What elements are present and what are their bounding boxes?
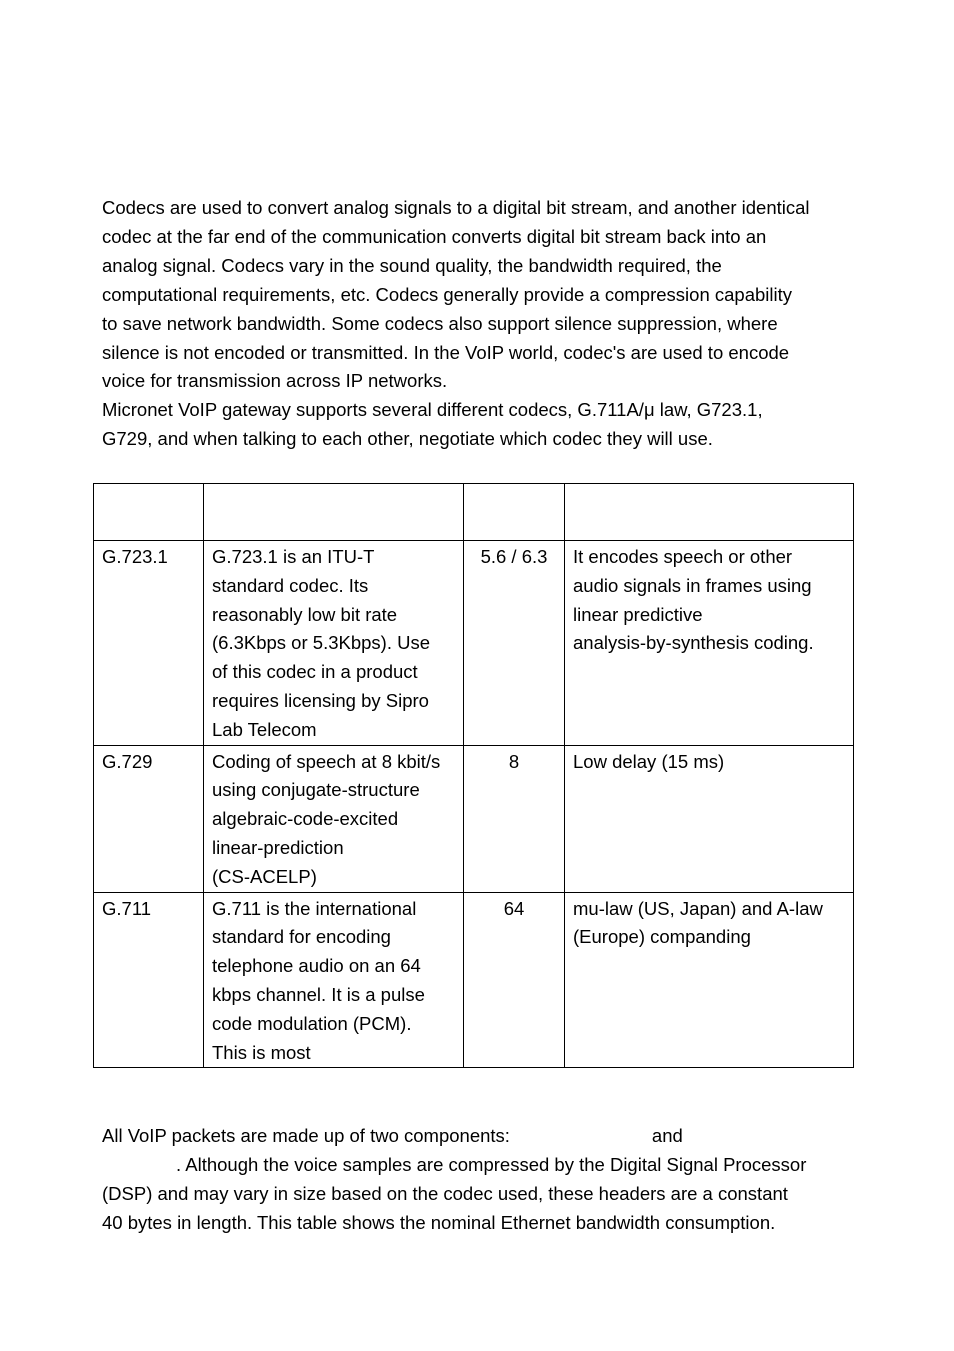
codec-name-cell: G.711 bbox=[94, 892, 204, 1068]
codec-notes-cell: mu-law (US, Japan) and A-law (Europe) companding bbox=[565, 892, 854, 1068]
table-row bbox=[94, 745, 854, 892]
codec-table bbox=[93, 483, 854, 1068]
table-header-row bbox=[94, 484, 854, 541]
codec-rate-cell: 5.6 / 6.3 bbox=[464, 541, 565, 746]
intro-line: analog signal. Codecs vary in the sound quality, the bandwidth required, the bbox=[102, 254, 722, 276]
codec-notes-cell: Low delay (15 ms) bbox=[565, 745, 854, 892]
packets-line1-and: and bbox=[651, 1125, 683, 1146]
codec-name-cell: G.723.1 bbox=[94, 541, 204, 746]
codec-description-cell: G.711 is the international standard for encoding telephone audio on an 64 kbps channel. It is a pulse code modulation (PCM). This is most bbox=[204, 892, 464, 1068]
intro-line: codec at the far end of the communication converts digital bit stream back into an bbox=[102, 225, 767, 247]
packets-paragraph bbox=[102, 1122, 842, 1238]
header-cell-description bbox=[204, 484, 464, 541]
intro-line: computational requirements, etc. Codecs generally provide a compression capability bbox=[102, 283, 792, 305]
codec-description-cell: Coding of speech at 8 kbit/s using conjugate-structure algebraic-code-excited linear-prediction (CS-ACELP) bbox=[204, 745, 464, 892]
intro-line: silence is not encoded or transmitted. In the VoIP world, codec's are used to encode bbox=[102, 341, 790, 363]
packets-line1-start: All VoIP packets are made up of two components: bbox=[102, 1125, 510, 1146]
codec-description-cell: G.723.1 is an ITU-T standard codec. Its reasonably low bit rate (6.3Kbps or 5.3Kbps). Use of this codec in a product requires licensing by Sipro Lab Telecom bbox=[204, 541, 464, 746]
codec-rate-cell: 64 bbox=[464, 892, 565, 1068]
intro-line: Codecs are used to convert analog signals to a digital bit stream, and another identical bbox=[102, 197, 810, 218]
intro-paragraph bbox=[102, 194, 842, 454]
header-cell-rate bbox=[464, 484, 565, 541]
table-row bbox=[94, 892, 854, 1068]
packets-line: (DSP) and may vary in size based on the codec used, these headers are a constant bbox=[102, 1182, 788, 1204]
packets-line: 40 bytes in length. This table shows the nominal Ethernet bandwidth consumption. bbox=[102, 1211, 776, 1233]
packets-line bbox=[102, 1122, 842, 1151]
header-cell-notes bbox=[565, 484, 854, 541]
packets-line2: . Although the voice samples are compressed by the Digital Signal Processor bbox=[176, 1153, 807, 1175]
codec-notes-cell: It encodes speech or other audio signals in frames using linear predictive analysis-by-synthesis coding. bbox=[565, 541, 854, 746]
codec-rate-cell: 8 bbox=[464, 745, 565, 892]
intro-line: G729, and when talking to each other, negotiate which codec they will use. bbox=[102, 428, 713, 450]
intro-line: voice for transmission across IP networks. bbox=[102, 370, 448, 392]
codec-name-cell: G.729 bbox=[94, 745, 204, 892]
intro-line: to save network bandwidth. Some codecs also support silence suppression, where bbox=[102, 312, 778, 334]
packets-line bbox=[102, 1151, 842, 1180]
table-row bbox=[94, 541, 854, 746]
intro-line: Micronet VoIP gateway supports several different codecs, G.711A/μ law, G723.1, bbox=[102, 399, 763, 421]
header-cell-codec bbox=[94, 484, 204, 541]
